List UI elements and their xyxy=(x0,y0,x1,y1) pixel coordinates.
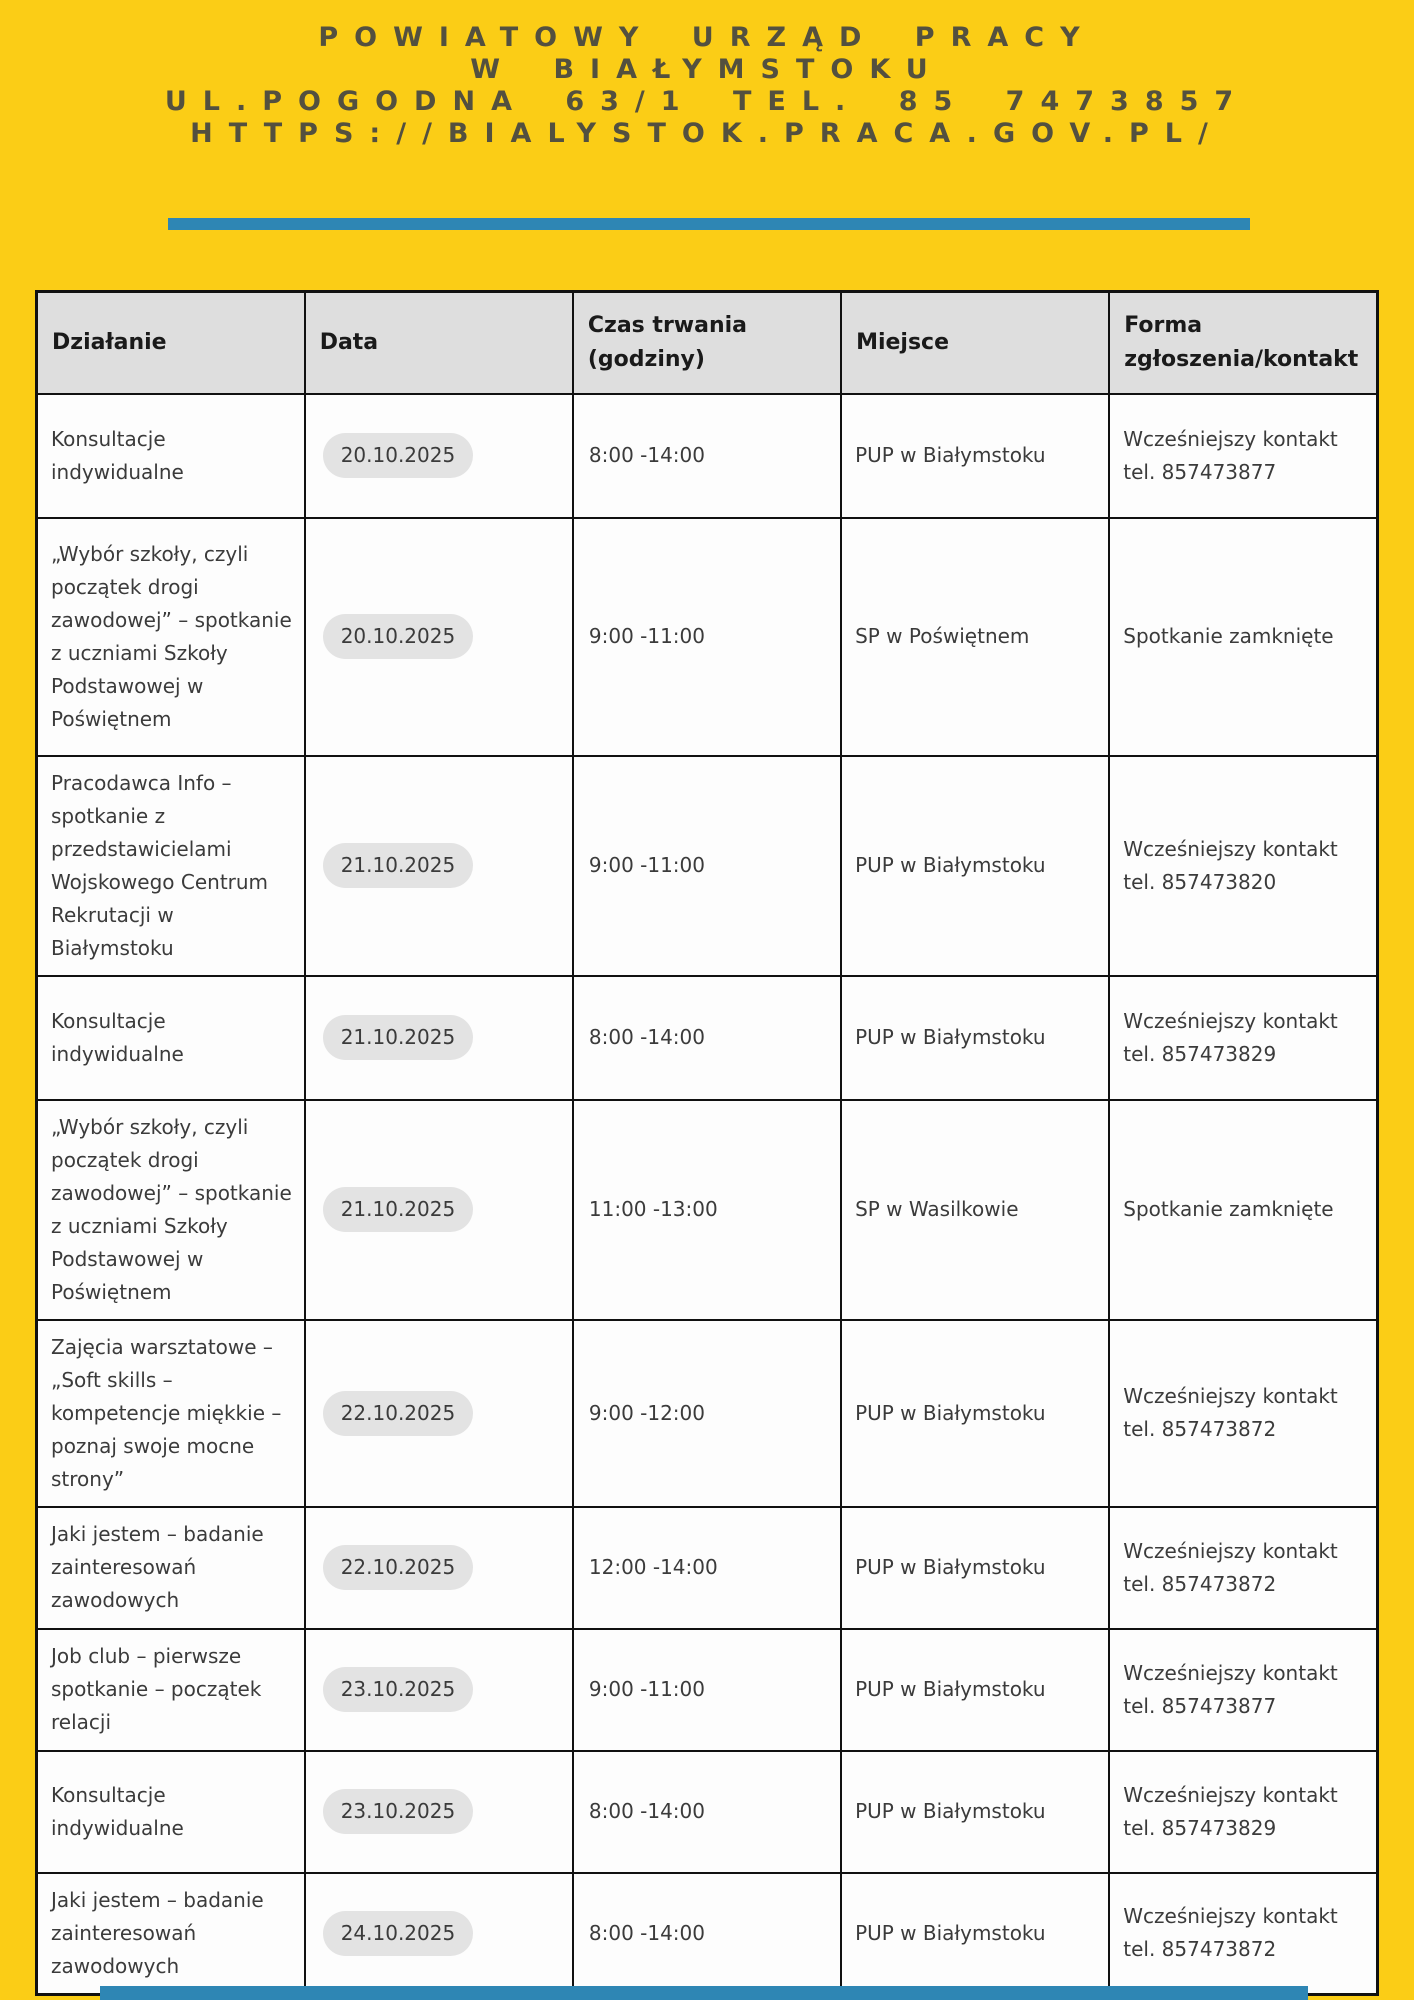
table-row xyxy=(37,1507,1378,1629)
cell-contact: Spotkanie zamknięte xyxy=(1109,1100,1377,1320)
cell-contact: Wcześniejszy kontakt tel. 857473877 xyxy=(1109,394,1377,518)
cell-contact: Wcześniejszy kontakt tel. 857473829 xyxy=(1109,976,1377,1100)
bottom-accent-bar xyxy=(100,1986,1308,2000)
cell-contact: Spotkanie zamknięte xyxy=(1109,518,1377,756)
table-row xyxy=(37,1100,1378,1320)
cell-date xyxy=(305,1507,573,1629)
cell-time: 9:00 -11:00 xyxy=(573,756,841,976)
cell-place: PUP w Białymstoku xyxy=(841,1629,1109,1751)
table-row xyxy=(37,1629,1378,1751)
cell-contact: Wcześniejszy kontakt tel. 857473877 xyxy=(1109,1629,1377,1751)
table-header-row xyxy=(37,292,1378,394)
cell-action: „Wybór szkoły, czyli początek drogi zawodowej” – spotkanie z uczniami Szkoły Podstawowej w Poświętnem xyxy=(37,518,305,756)
cell-date xyxy=(305,518,573,756)
date-badge: 23.10.2025 xyxy=(323,1789,474,1834)
date-badge: 22.10.2025 xyxy=(323,1545,474,1590)
cell-date xyxy=(305,976,573,1100)
cell-contact: Wcześniejszy kontakt tel. 857473829 xyxy=(1109,1751,1377,1873)
table-body xyxy=(37,394,1378,1995)
cell-place: PUP w Białymstoku xyxy=(841,1507,1109,1629)
cell-date xyxy=(305,394,573,518)
cell-place: PUP w Białymstoku xyxy=(841,976,1109,1100)
cell-time: 11:00 -13:00 xyxy=(573,1100,841,1320)
date-badge: 21.10.2025 xyxy=(323,1187,474,1232)
org-city: W BIAŁYMSTOKU xyxy=(470,54,944,85)
cell-place: PUP w Białymstoku xyxy=(841,1320,1109,1507)
table-row xyxy=(37,1320,1378,1507)
header-block xyxy=(0,22,1414,150)
cell-time: 9:00 -12:00 xyxy=(573,1320,841,1507)
date-badge: 20.10.2025 xyxy=(323,614,474,659)
org-address-phone: UL.POGODNA 63/1 TEL. 85 7473857 xyxy=(164,86,1250,117)
date-badge: 21.10.2025 xyxy=(323,1015,474,1060)
cell-place: PUP w Białymstoku xyxy=(841,1751,1109,1873)
column-header-date: Data xyxy=(305,292,573,394)
table-row xyxy=(37,518,1378,756)
cell-action: Jaki jestem – badanie zainteresowań zawodowych xyxy=(37,1507,305,1629)
cell-date xyxy=(305,1873,573,1995)
cell-contact: Wcześniejszy kontakt tel. 857473872 xyxy=(1109,1873,1377,1995)
table-row xyxy=(37,756,1378,976)
cell-action: Konsultacje indywidualne xyxy=(37,976,305,1100)
cell-action: Job club – pierwsze spotkanie – początek relacji xyxy=(37,1629,305,1751)
cell-date xyxy=(305,1100,573,1320)
date-badge: 22.10.2025 xyxy=(323,1391,474,1436)
table-row xyxy=(37,1751,1378,1873)
cell-place: PUP w Białymstoku xyxy=(841,756,1109,976)
cell-place: SP w Wasilkowie xyxy=(841,1100,1109,1320)
date-badge: 23.10.2025 xyxy=(323,1667,474,1712)
top-accent-bar xyxy=(168,218,1250,230)
cell-date xyxy=(305,1320,573,1507)
org-website: HTTPS://BIALYSTOK.PRACA.GOV.PL/ xyxy=(190,118,1224,149)
cell-action: Pracodawca Info – spotkanie z przedstawicielami Wojskowego Centrum Rekrutacji w Białymstoku xyxy=(37,756,305,976)
cell-place: PUP w Białymstoku xyxy=(841,1873,1109,1995)
column-header-duration: Czas trwania (godziny) xyxy=(573,292,841,394)
cell-action: Jaki jestem – badanie zainteresowań zawodowych xyxy=(37,1873,305,1995)
cell-action: „Wybór szkoły, czyli początek drogi zawodowej” – spotkanie z uczniami Szkoły Podstawowej w Poświętnem xyxy=(37,1100,305,1320)
date-badge: 20.10.2025 xyxy=(323,433,474,478)
cell-time: 8:00 -14:00 xyxy=(573,394,841,518)
column-header-contact: Forma zgłoszenia/kontakt xyxy=(1109,292,1377,394)
date-badge: 21.10.2025 xyxy=(323,843,474,888)
cell-action: Konsultacje indywidualne xyxy=(37,1751,305,1873)
cell-contact: Wcześniejszy kontakt tel. 857473820 xyxy=(1109,756,1377,976)
org-name: POWIATOWY URZĄD PRACY xyxy=(318,22,1096,53)
cell-date xyxy=(305,1751,573,1873)
cell-time: 9:00 -11:00 xyxy=(573,518,841,756)
schedule-table xyxy=(35,290,1379,1996)
cell-place: PUP w Białymstoku xyxy=(841,394,1109,518)
cell-action: Zajęcia warsztatowe – „Soft skills – kompetencje miękkie – poznaj swoje mocne strony” xyxy=(37,1320,305,1507)
cell-date xyxy=(305,756,573,976)
date-badge: 24.10.2025 xyxy=(323,1911,474,1956)
table-row xyxy=(37,1873,1378,1995)
cell-time: 8:00 -14:00 xyxy=(573,1873,841,1995)
table-row xyxy=(37,394,1378,518)
cell-time: 8:00 -14:00 xyxy=(573,976,841,1100)
cell-action: Konsultacje indywidualne xyxy=(37,394,305,518)
cell-contact: Wcześniejszy kontakt tel. 857473872 xyxy=(1109,1320,1377,1507)
cell-date xyxy=(305,1629,573,1751)
column-header-place: Miejsce xyxy=(841,292,1109,394)
cell-time: 9:00 -11:00 xyxy=(573,1629,841,1751)
cell-time: 12:00 -14:00 xyxy=(573,1507,841,1629)
column-header-action: Działanie xyxy=(37,292,305,394)
cell-time: 8:00 -14:00 xyxy=(573,1751,841,1873)
cell-place: SP w Poświętnem xyxy=(841,518,1109,756)
table-row xyxy=(37,976,1378,1100)
cell-contact: Wcześniejszy kontakt tel. 857473872 xyxy=(1109,1507,1377,1629)
